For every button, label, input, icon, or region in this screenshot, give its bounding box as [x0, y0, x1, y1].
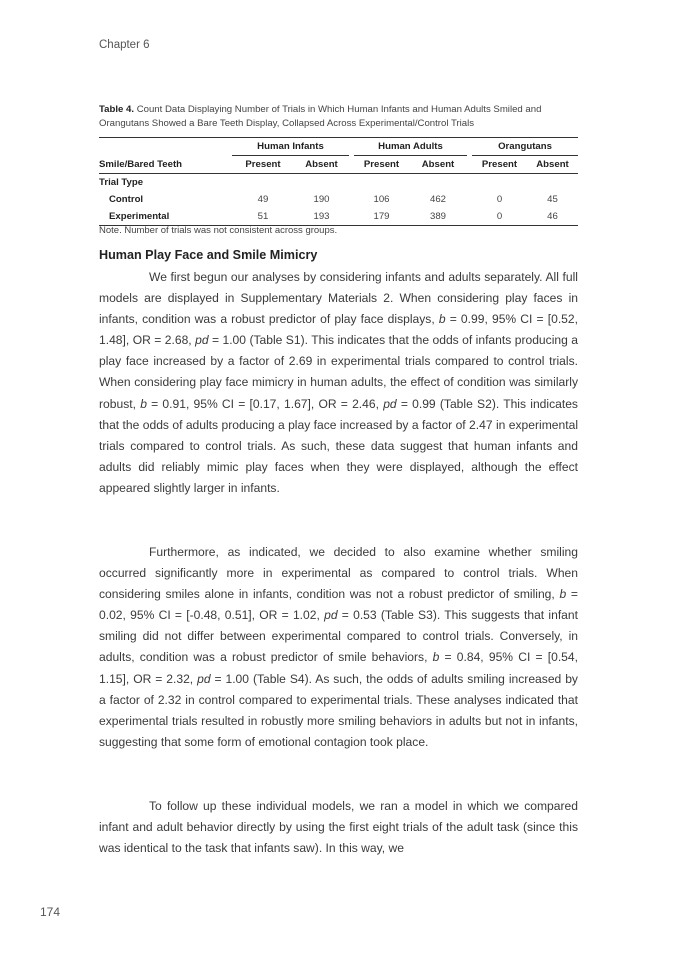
- text-run: = 0.99 (Table S2). This indicates that the odds of adults producing a play face increased by a factor of 2.47 in experimental trials compared to control trials. As such, these data suggest that human infants and adults did reliably mimic play faces when they were displayed, although the effect appeared slightly larger in infants.: [99, 396, 578, 495]
- group-header: Orangutans: [472, 138, 578, 156]
- text-run: = 1.00 (Table S4). As such, the odds of adults smiling increased by a factor of 2.32 in control compared to experimental trials. These analyses indicated that experimental trials resulted in robustly more smiling behaviors in adults but not in infants, suggesting that some form of emotional contagion took place.: [99, 671, 578, 749]
- body-paragraph-1: [99, 267, 578, 499]
- group-header: Human Adults: [354, 138, 467, 156]
- italic-symbol: b: [432, 650, 440, 665]
- paragraph: [99, 542, 578, 753]
- text-run: = 0.91, 95% CI = [0.17, 1.67], OR = 2.46,: [146, 396, 384, 411]
- table-cell: 462: [429, 194, 446, 205]
- text-run: Furthermore, as indicated, we decided to also examine whether smiling occurred significantly more in experimental as compared to control trials. When considering smiles alone in infants, condition was not a robust predictor of smiling,: [99, 545, 578, 602]
- table-cell: 51: [232, 208, 294, 226]
- table-cell: 193: [294, 208, 349, 226]
- table-note: Note. Number of trials was not consistent across groups.: [99, 225, 338, 236]
- count-table: [99, 137, 578, 226]
- group-header: Human Infants: [232, 138, 349, 156]
- table-subheader-row: [99, 156, 578, 174]
- table-cell: 49: [257, 194, 269, 205]
- table-cell: 46: [527, 208, 578, 226]
- italic-symbol: b: [438, 312, 446, 327]
- column-header: Absent: [409, 156, 467, 174]
- italic-symbol: pd: [324, 608, 338, 623]
- text-run: = 0.84, 95% CI = [0.54, 1.15], OR = 2.32,: [99, 650, 578, 686]
- column-header: Present: [232, 156, 294, 174]
- italic-symbol: pd: [195, 333, 209, 348]
- italic-symbol: b: [140, 396, 147, 411]
- section-title: Human Play Face and Smile Mimicry: [99, 248, 318, 262]
- row-label: Control: [109, 194, 144, 205]
- body-paragraph-3: [99, 796, 578, 859]
- table-caption: [99, 103, 578, 131]
- table-cell: 179: [354, 208, 409, 226]
- text-run: To follow up these individual models, we ran a model in which we compared infant and adult behavior directly by using the first eight trials of the adult task (since this was identical to the task that infants saw). In this way, we: [99, 799, 578, 856]
- text-run: We first begun our analyses by considering infants and adults separately. All full models are displayed in Supplementary Materials 2. When considering play faces in infants, condition was a robust predictor of play face displays,: [99, 270, 578, 327]
- table-caption-label: Table 4.: [99, 104, 135, 115]
- table-cell: 389: [409, 208, 467, 226]
- paragraph: [99, 267, 578, 499]
- table-cell: 0: [472, 208, 527, 226]
- table-row: [99, 191, 578, 208]
- running-header: Chapter 6: [99, 39, 150, 51]
- italic-symbol: pd: [197, 671, 211, 686]
- table-caption-text: Count Data Displaying Number of Trials in Which Human Infants and Human Adults Smiled and Orangutans Showed a Bare Teeth Display, Collapsed Across Experimental/Control Trials: [99, 104, 542, 129]
- text-run: = 1.00 (Table S1). This indicates that the odds of infants producing a play face increased by a factor of 2.69 in experimental trials compared to control trials. When considering play face mimicry in human adults, the effect of condition was similarly robust,: [99, 333, 578, 411]
- paragraph: [99, 796, 578, 859]
- page-number: 174: [40, 905, 61, 919]
- body-paragraph-2: [99, 542, 578, 753]
- table-row: [99, 208, 578, 226]
- column-header: Present: [472, 156, 527, 174]
- table-cell: 190: [313, 194, 330, 205]
- text-run: = 0.99, 95% CI = [0.52, 1.48], OR = 2.68,: [99, 312, 578, 348]
- row-label: Experimental: [99, 208, 232, 226]
- text-run: = 0.02, 95% CI = [-0.48, 0.51], OR = 1.02,: [99, 587, 578, 623]
- column-header: Absent: [294, 156, 349, 174]
- row-header-label: Smile/Bared Teeth: [99, 156, 232, 174]
- text-run: = 0.53 (Table S3). This suggests that infant smiling did not differ between experimental compared to control trials. Conversely, in adults, condition was a robust predictor of smile behaviors,: [99, 608, 578, 665]
- column-header: Absent: [527, 156, 578, 174]
- column-header: Present: [354, 156, 409, 174]
- table-cell: 106: [373, 194, 390, 205]
- table-cell: 45: [547, 194, 558, 205]
- table-section-row: [99, 174, 578, 192]
- section-label: Trial Type: [99, 177, 144, 188]
- italic-symbol: pd: [383, 396, 397, 411]
- italic-symbol: b: [559, 587, 567, 602]
- table-group-header-row: [99, 138, 578, 156]
- table-cell: 0: [496, 194, 503, 205]
